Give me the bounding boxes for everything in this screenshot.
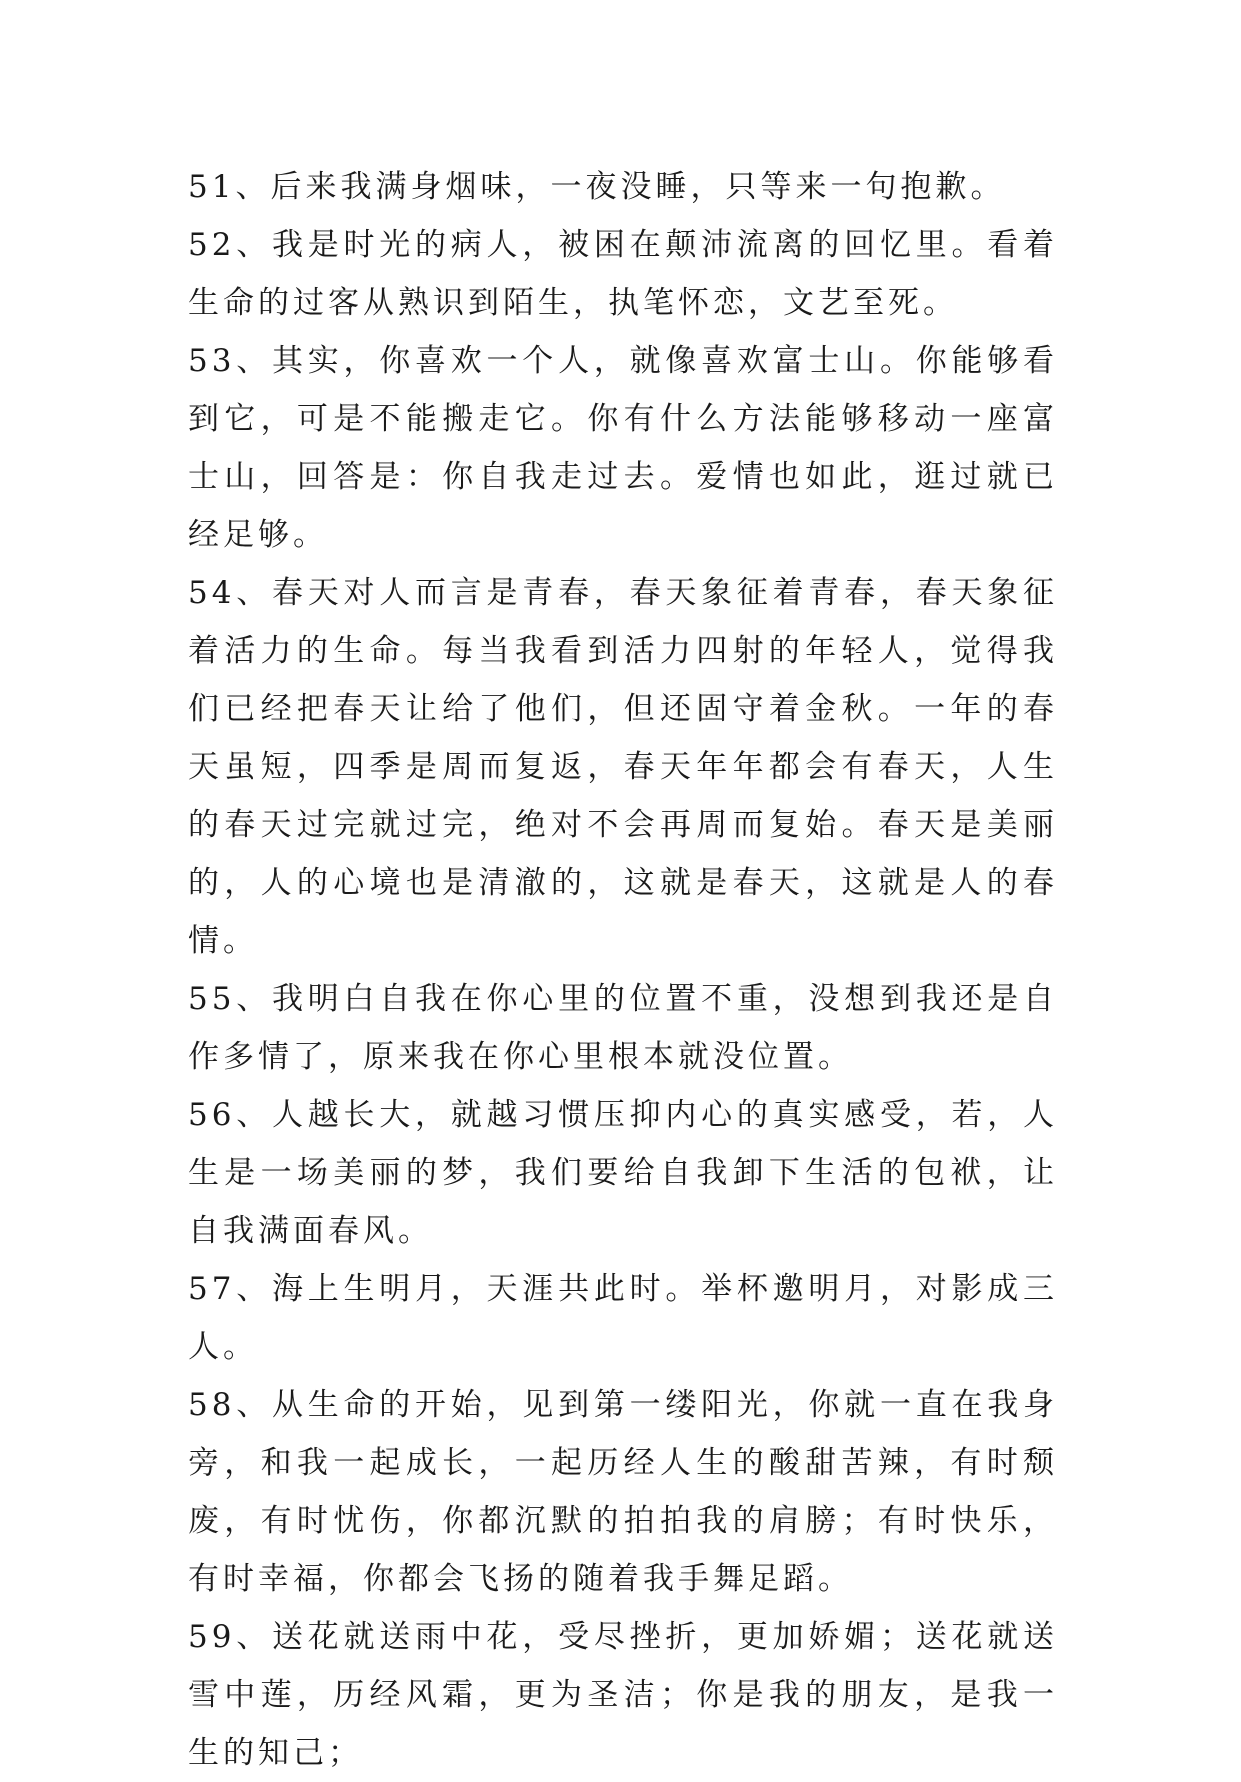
paragraph-54: 54、春天对人而言是青春，春天象征着青春，春天象征着活力的生命。每当我看到活力四射的年轻人，觉得我们已经把春天让给了他们，但还固守着金秋。一年的春天虽短，四季是周而复返，春天年年都会有春天，人生的春天过完就过完，绝对不会再周而复始。春天是美丽的，人的心境也是清澈的，这就是春天，这就是人的春情。	[188, 575, 1058, 959]
paragraph-58: 58、从生命的开始，见到第一缕阳光，你就一直在我身旁，和我一起成长，一起历经人生的酸甜苦辣，有时颓废，有时忧伤，你都沉默的拍拍我的肩膀；有时快乐，有时幸福，你都会飞扬的随着我手舞足蹈。	[188, 1387, 1058, 1597]
paragraph-55: 55、我明白自我在你心里的位置不重，没想到我还是自作多情了，原来我在你心里根本就没位置。	[188, 981, 1058, 1075]
paragraph-53: 53、其实，你喜欢一个人，就像喜欢富士山。你能够看到它，可是不能搬走它。你有什么方法能够移动一座富士山，回答是：你自我走过去。爱情也如此，逛过就已经足够。	[188, 343, 1058, 553]
paragraph-59: 59、送花就送雨中花，受尽挫折，更加娇媚；送花就送雪中莲，历经风霜，更为圣洁；你是我的朋友，是我一生的知己；	[188, 1619, 1058, 1771]
paragraph-57: 57、海上生明月，天涯共此时。举杯邀明月，对影成三人。	[188, 1271, 1058, 1365]
paragraph-51: 51、后来我满身烟味，一夜没睡，只等来一句抱歉。	[188, 169, 1006, 205]
document-body	[188, 158, 1058, 1782]
paragraph-52: 52、我是时光的病人，被困在颠沛流离的回忆里。看着生命的过客从熟识到陌生，执笔怀恋，文艺至死。	[188, 227, 1058, 321]
paragraph-56: 56、人越长大，就越习惯压抑内心的真实感受，若，人生是一场美丽的梦，我们要给自我卸下生活的包袱，让自我满面春风。	[188, 1097, 1058, 1249]
